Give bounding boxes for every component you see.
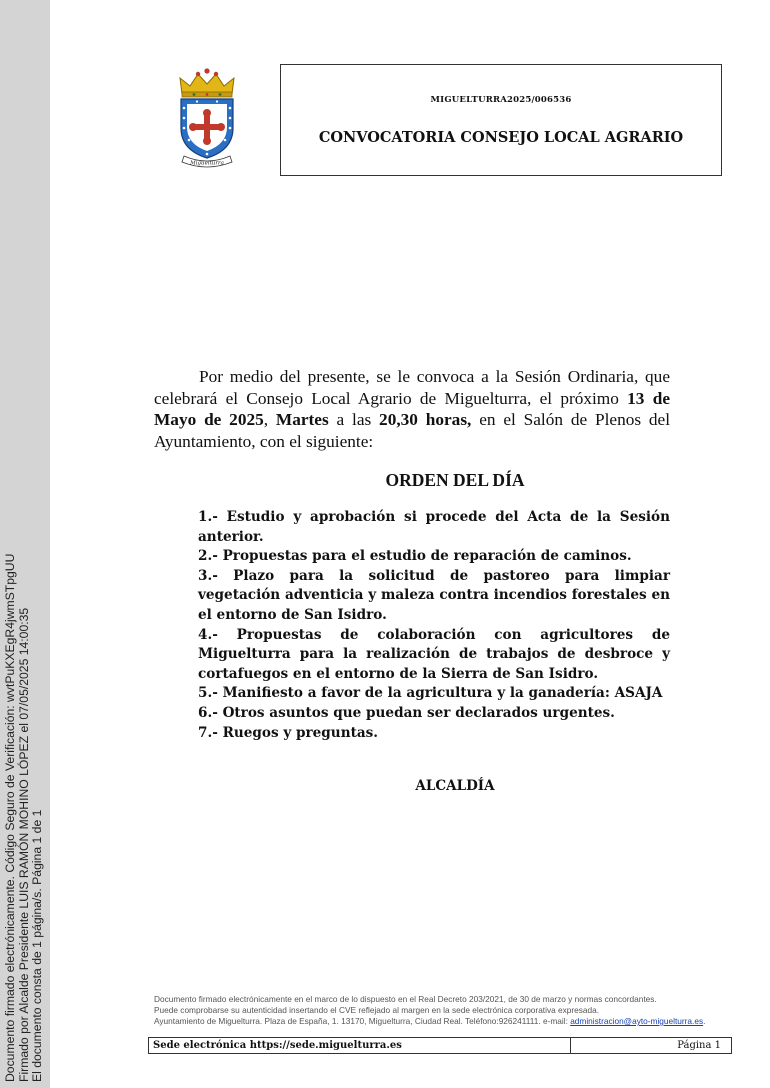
meeting-date: 13 de Mayo de 2025: [154, 388, 670, 429]
agenda-item: 6.- Otros asuntos que puedan ser declarados urgentes.: [198, 704, 615, 721]
paragraph-text-3: a las: [328, 410, 380, 429]
agenda-item: 2.- Propuestas para el estudio de reparación de caminos.: [198, 548, 632, 565]
footer-note-line-3: [154, 1016, 734, 1027]
stamp-line-3: El documento consta de 1 página/s. Página 1 de 1: [30, 809, 44, 1082]
signature-block: ALCALDÍA: [415, 778, 495, 794]
page-number: Página 1: [677, 1040, 721, 1051]
document-header-box: [280, 64, 722, 176]
agenda-title: ORDEN DEL DÍA: [385, 470, 525, 490]
agenda-item: 4.- Propuestas de colaboración con agricultores de Miguelturra para la realización de trabajos de desbroce y cortafuegos en el entorno de la Sierra de San Isidro.: [198, 626, 670, 682]
agenda-item: 7.- Ruegos y preguntas.: [198, 724, 379, 741]
meeting-day: Martes: [275, 410, 329, 429]
sede-electronica-label: Sede electrónica https://sede.miguelturra.es: [149, 1038, 571, 1053]
document-title: CONVOCATORIA CONSEJO LOCAL AGRARIO: [318, 129, 684, 146]
agenda-item: 5.- Manifiesto a favor de la agricultura y la ganadería: ASAJA: [198, 685, 663, 702]
signature-side-strip: [0, 0, 50, 1088]
footer-bar: [148, 1037, 732, 1054]
footer-note-line-1: Documento firmado electrónicamente en el marco de lo dispuesto en el Real Decreto 203/2021, de 30 de marzo y normas concordantes.: [154, 994, 657, 1004]
document-code: MIGUELTURRA2025/006536: [430, 95, 572, 105]
footer-legal-note: [154, 994, 734, 1027]
footer-address: Ayuntamiento de Miguelturra. Plaza de España, 1. 13170, Miguelturra, Ciudad Real. Teléfono:926241111. e-mail:: [154, 1016, 571, 1026]
paragraph-text-4: en el Salón de Plenos del Ayuntamiento, con el siguiente:: [154, 410, 671, 451]
contact-email-link[interactable]: administracion@ayto-miguelturra.es: [570, 1016, 704, 1026]
meeting-time: 20,30 horas,: [379, 410, 472, 429]
signature-stamp-text: [4, 554, 45, 1082]
municipal-crest-logo: [172, 66, 242, 170]
paragraph-text-2: ,: [263, 410, 276, 429]
paragraph-text-1: Por medio del presente, se le convoca a la Sesión Ordinaria, que celebrará el Consejo Local Agrario de Miguelturra, el próximo: [154, 367, 670, 408]
stamp-line-2: Firmado por Alcalde Presidente LUIS RAMÓN MOHINO LÓPEZ el 07/05/2025 14:00:35: [16, 607, 31, 1082]
footer-note-end: .: [703, 1016, 706, 1026]
footer-note-line-2: Puede comprobarse su autenticidad insertando el CVE reflejado al margen en la sede electrónica corporativa expresada.: [154, 1005, 600, 1015]
crest-motto: Miguelturra: [190, 160, 224, 167]
convocation-paragraph: [154, 366, 670, 452]
stamp-line-1: Documento firmado electrónicamente. Código Seguro de Verificación: wvtPuKXEgR4jwmSTpgUU: [3, 553, 17, 1082]
agenda-item: 1.- Estudio y aprobación si procede del Acta de la Sesión anterior.: [198, 509, 670, 545]
agenda-item: 3.- Plazo para la solicitud de pastoreo para limpiar vegetación adventicia y maleza contra incendios forestales en el entorno de San Isidro.: [198, 567, 670, 623]
agenda-list: [198, 508, 670, 743]
